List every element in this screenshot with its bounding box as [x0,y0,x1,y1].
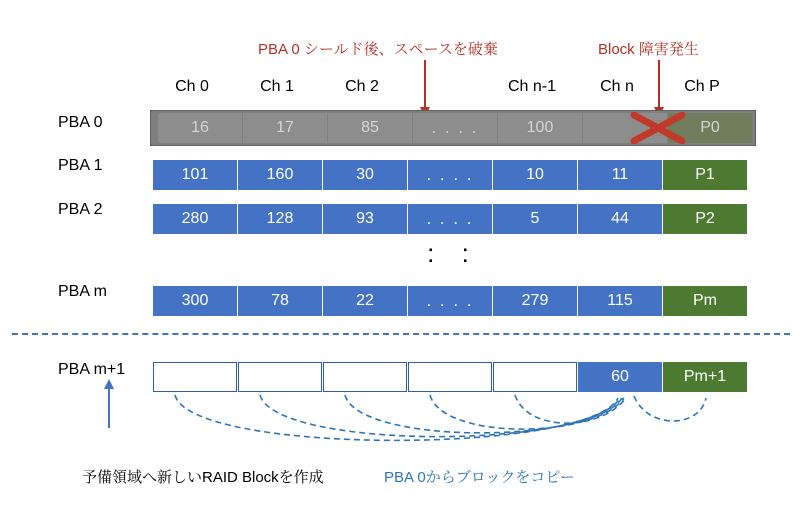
cell-pba1-gap: . . . . [408,160,492,190]
cell-pba1-ch0: 101 [153,160,237,190]
column-header-chn: Ch n [600,78,634,95]
row-label-pba1: PBA 1 [58,157,103,174]
cell-pba1-ch1: 160 [238,160,322,190]
cell-pba0-chp: P0 [668,113,752,143]
row-label-pbam: PBA m [58,283,107,300]
cell-pba0-ch1: 17 [243,113,327,143]
row-label-pba0: PBA 0 [58,114,103,131]
cell-pbam-ch0: 300 [153,286,237,316]
column-header-ch0: Ch 0 [175,78,209,95]
cell-pbam-ch2: 22 [323,286,407,316]
cell-pba1-chp: P1 [663,160,747,190]
cell-pba0-ch0: 16 [158,113,242,143]
column-header-ch1: Ch 1 [260,78,294,95]
cell-pba0-chn1: 100 [498,113,582,143]
cell-pba2-chp: P2 [663,204,747,234]
cell-pba2-ch0: 280 [153,204,237,234]
footnote-copy-block: PBA 0からブロックをコピー [384,469,575,486]
cell-pba1-ch2: 30 [323,160,407,190]
cell-pba2-chn: 44 [578,204,662,234]
cell-pba2-ch2: 93 [323,204,407,234]
cell-pba1-chn: 11 [578,160,662,190]
column-header-chn1: Ch n-1 [507,78,557,95]
vertical-ellipsis: : : [427,238,479,268]
footnote-create-raid-block: 予備領域へ新しいRAID Blockを作成 [82,469,324,486]
cell-pba2-ch1: 128 [238,204,322,234]
cell-pba0-ch2: 85 [328,113,412,143]
column-header-ch2: Ch 2 [345,78,379,95]
cell-pba2-chn1: 5 [493,204,577,234]
cell-pbam-ch1: 78 [238,286,322,316]
cell-pbam1-chn: 60 [578,362,662,392]
annotation-fault: Block 障害発生 [598,41,699,58]
column-header-chp: Ch P [684,78,720,95]
cell-pbam-chn1: 279 [493,286,577,316]
cell-pbam-chn: 115 [578,286,662,316]
cell-pbam-chp: Pm [663,286,747,316]
cell-pba1-chn1: 10 [493,160,577,190]
row-label-pba2: PBA 2 [58,201,103,218]
row-label-pbam1: PBA m+1 [58,361,126,378]
cell-pba2-gap: . . . . [408,204,492,234]
annotation-discard: PBA 0 シールド後、スペースを破棄 [258,41,498,58]
cell-pbam-gap: . . . . [408,286,492,316]
cell-pba0-gap: . . . . [413,113,497,143]
cell-pbam1-chp: Pm+1 [663,362,747,392]
